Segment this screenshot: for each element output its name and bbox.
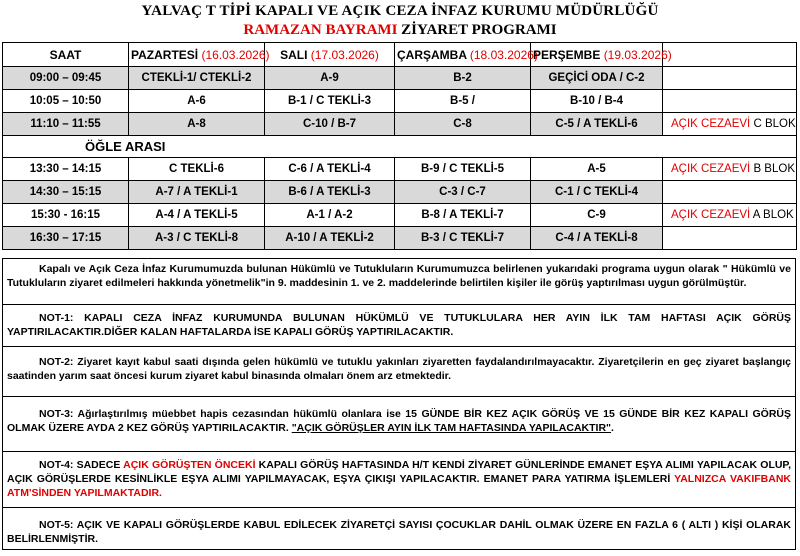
table-cell: GEÇİCİ ODA / C-2 xyxy=(531,67,663,90)
lunch-break-row xyxy=(3,136,797,158)
extra-cell: AÇIK CEZAEVİ B BLOK xyxy=(663,158,797,181)
lunch-break-label: ÖĞLE ARASI xyxy=(3,136,797,158)
col-header-empty xyxy=(663,43,797,67)
note-4: NOT-4: SADECE AÇIK GÖRÜŞTEN ÖNCEKİ KAPALI GÖRÜŞ HAFTASINDA H/T KENDİ ZİYARET GÜNLERİNDE EMANET EŞYA ALIMI YAPILACAK OLUP, AÇIK GÖRÜŞLERDE KESİNLİKLE EŞYA ALIMI YAPILMAYACAK, EŞYA ÇIKIŞI YAPILACAKTIR. EMANET PARA YATIRMA İŞLEMLERİ YALNIZCA VAKIFBANK ATM'SİNDEN YAPILMAKTADIR. xyxy=(3,452,795,508)
table-cell: C-4 / A TEKLİ-8 xyxy=(531,227,663,250)
extra-cell: AÇIK CEZAEVİ A BLOK xyxy=(663,204,797,227)
page-title: YALVAÇ T TİPİ KAPALI VE AÇIK CEZA İNFAZ KURUMU MÜDÜRLÜĞÜ xyxy=(141,3,659,19)
table-cell: A-3 / C TEKLİ-8 xyxy=(129,227,265,250)
note-intro: Kapalı ve Açık Ceza İnfaz Kurumumuzda bulunan Hükümlü ve Tutukluların Kurumumuzca belirlenen yukarıdaki programa uygun olarak " Hükümlü ve Tutukluların ziyaret edilmeleri hakkında yönetmelik"in 9. maddesinin 1. ve 2. maddelerinde belirtilen kişiler ile görüş yaptırılması uygun görülmüştür. xyxy=(3,259,795,305)
extra-cell xyxy=(663,227,797,250)
notes-box xyxy=(2,258,796,550)
subtitle-highlight: RAMAZAN BAYRAMI xyxy=(243,22,398,38)
table-cell: C-5 / A TEKLİ-6 xyxy=(531,113,663,136)
table-cell: C-3 / C-7 xyxy=(395,181,531,204)
table-cell: C TEKLİ-6 xyxy=(129,158,265,181)
table-cell: A-9 xyxy=(265,67,395,90)
note-3: NOT-3: Ağırlaştırılmış müebbet hapis cezasından hükümlü olanlara ise 15 GÜNDE BİR KEZ AÇIK GÖRÜŞ VE 15 GÜNDE BİR KEZ KAPALI GÖRÜŞ OLMAK ÜZERE AYDA 2 KEZ GÖRÜŞ YAPTIRILACAKTIR. "AÇIK GÖRÜŞLER AYIN İLK TAM HAFTASINDA YAPILACAKTIR". xyxy=(3,397,795,452)
table-cell: A-7 / A TEKLİ-1 xyxy=(129,181,265,204)
time-cell: 16:30 – 17:15 xyxy=(3,227,129,250)
table-cell: C-6 / A TEKLİ-4 xyxy=(265,158,395,181)
time-cell: 09:00 – 09:45 xyxy=(3,67,129,90)
time-cell: 11:10 – 11:55 xyxy=(3,113,129,136)
table-cell: B-3 / C TEKLİ-7 xyxy=(395,227,531,250)
extra-cell xyxy=(663,67,797,90)
table-cell: A-5 xyxy=(531,158,663,181)
col-header-day: PERŞEMBE (19.03.2026) xyxy=(531,43,663,67)
table-cell: A-1 / A-2 xyxy=(265,204,395,227)
table-header-row xyxy=(3,43,797,67)
table-cell: A-10 / A TEKLİ-2 xyxy=(265,227,395,250)
table-cell: C-10 / B-7 xyxy=(265,113,395,136)
time-cell: 15:30 - 16:15 xyxy=(3,204,129,227)
table-cell: A-6 xyxy=(129,90,265,113)
table-cell: C-1 / C TEKLİ-4 xyxy=(531,181,663,204)
col-header-day: ÇARŞAMBA (18.03.2026) xyxy=(395,43,531,67)
table-cell: B-1 / C TEKLİ-3 xyxy=(265,90,395,113)
schedule-table xyxy=(2,42,797,250)
table-cell: B-10 / B-4 xyxy=(531,90,663,113)
table-cell: A-4 / A TEKLİ-5 xyxy=(129,204,265,227)
table-row xyxy=(3,227,797,250)
table-cell: C-8 xyxy=(395,113,531,136)
extra-cell: AÇIK CEZAEVİ C BLOK xyxy=(663,113,797,136)
table-row xyxy=(3,204,797,227)
time-cell: 13:30 – 14:15 xyxy=(3,158,129,181)
extra-cell xyxy=(663,181,797,204)
col-header-day: SALI (17.03.2026) xyxy=(265,43,395,67)
table-cell: B-2 xyxy=(395,67,531,90)
col-header-saat: SAAT xyxy=(3,43,129,67)
subtitle-text: ZİYARET PROGRAMI xyxy=(397,22,557,38)
table-cell: B-5 / xyxy=(395,90,531,113)
time-cell: 14:30 – 15:15 xyxy=(3,181,129,204)
table-cell: CTEKLİ-1/ CTEKLİ-2 xyxy=(129,67,265,90)
note-2: NOT-2: Ziyaret kayıt kabul saati dışında gelen hükümlü ve tutuklu yakınları ziyaretten faydalandırılmayacaktır. Ziyaretçilerin en geç ziyaret başlangıç saatinden yarım saat öncesi kurum ziyaret kabul binasında olmaları önem arz etmektedir. xyxy=(3,347,795,397)
table-cell: B-6 / A TEKLİ-3 xyxy=(265,181,395,204)
extra-cell xyxy=(663,90,797,113)
table-cell: A-8 xyxy=(129,113,265,136)
table-row xyxy=(3,67,797,90)
note-5: NOT-5: AÇIK VE KAPALI GÖRÜŞLERDE KABUL EDİLECEK ZİYARETÇİ SAYISI ÇOCUKLAR DAHİL OLMAK ÜZERE EN FAZLA 6 ( ALTI ) KİŞİ OLARAK BELİRLENMİŞTİR. xyxy=(7,519,791,545)
table-cell: C-9 xyxy=(531,204,663,227)
table-row xyxy=(3,158,797,181)
table-cell: B-8 / A TEKLİ-7 xyxy=(395,204,531,227)
time-cell: 10:05 – 10:50 xyxy=(3,90,129,113)
table-row xyxy=(3,181,797,204)
table-cell: B-9 / C TEKLİ-5 xyxy=(395,158,531,181)
page-subtitle xyxy=(0,22,800,39)
note-1: NOT-1: KAPALI CEZA İNFAZ KURUMUNDA BULUNAN HÜKÜMLÜ VE TUTUKLULARA HER AYIN İLK TAM HAFTASI AÇIK GÖRÜŞ YAPTIRILACAKTIR.DİĞER KALAN HAFTALARDA İSE KAPALI GÖRÜŞ YAPTIRILACAKTIR. xyxy=(3,305,795,347)
table-row xyxy=(3,113,797,136)
table-row xyxy=(3,90,797,113)
col-header-day: PAZARTESİ (16.03.2026) xyxy=(129,43,265,67)
